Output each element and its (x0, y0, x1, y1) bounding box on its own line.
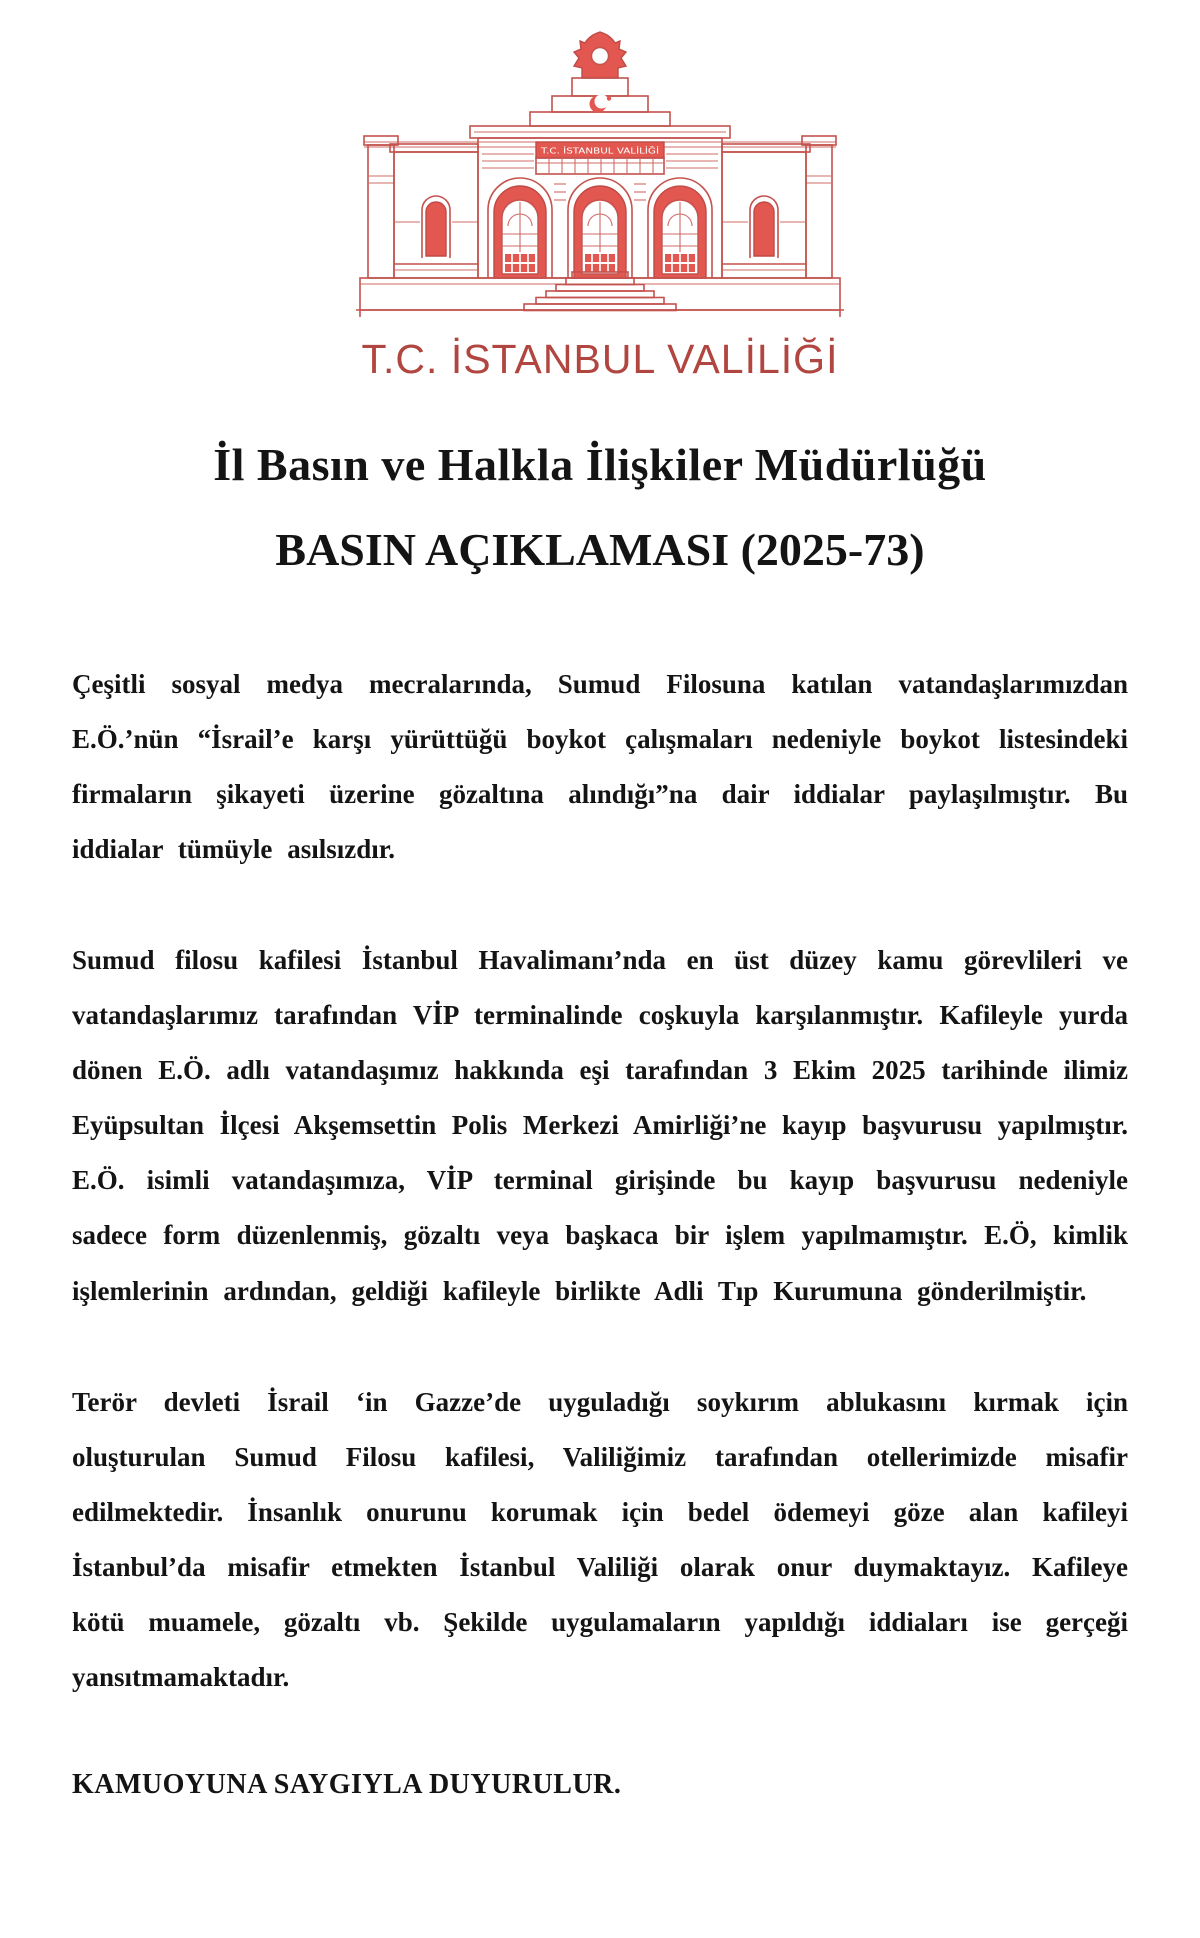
arched-window-left (488, 178, 552, 278)
paragraph-1: Çeşitli sosyal medya mecralarında, Sumud Filosuna katılan vatandaşlarımızdan E.Ö.’nün “İsrail’e karşı yürüttüğü boykot çalışmaları nedeniyle boykot listesindeki firmaların şikayeti üzerine gözaltına alındığı”na dair iddialar paylaşılmıştır. Bu iddialar tümüyle asılsızdır. (72, 668, 1128, 865)
governorship-logo (72, 26, 1128, 383)
istanbul-governorship-building-icon (290, 26, 910, 326)
arched-door-center (568, 178, 632, 278)
logo-band-text: T.C. İSTANBUL VALİLİĞİ (539, 146, 659, 156)
release-title: BASIN AÇIKLAMASI (2025-73) (275, 523, 925, 575)
department-title: İl Basın ve Halkla İlişkiler Müdürlüğü (213, 439, 987, 490)
arched-window-right (648, 178, 712, 278)
paragraph-2: Sumud filosu kafilesi İstanbul Havalimanı’nda en üst düzey kamu görevlileri ve vatandaşlarımız tarafından VİP terminalinde coşkuyla karşılanmıştır. Kafileyle yurda dönen E.Ö. adlı vatandaşımız hakkında eşi tarafından 3 Ekim 2025 tarihinde ilimiz Eyüpsultan İlçesi Akşemsettin Polis Merkezi Amirliği’ne kayıp başvurusu yapılmıştır. E.Ö. isimli vatandaşımıza, VİP terminal girişinde bu kayıp başvurusu nedeniyle sadece form düzenlenmiş, gözaltı veya başkaca bir işlem yapılmamıştır. E.Ö, kimlik işlemlerinin ardından, geldiği kafileyle birlikte Adli Tıp Kurumuna gönderilmiştir. (72, 945, 1128, 1306)
org-title: T.C. İSTANBUL VALİLİĞİ (361, 336, 839, 382)
press-release-body (72, 657, 1128, 1705)
closing-statement: KAMUOYUNA SAYGIYLA DUYURULUR. (72, 1769, 622, 1801)
paragraph-3: Terör devleti İsrail ‘in Gazze’de uyguladığı soykırım ablukasını kırmak için oluşturulan Sumud Filosu kafilesi, Valiliğimiz tarafından otellerimizde misafir edilmektedir. İnsanlık onurunu korumak için bedel ödemeyi göze alan kafileyi İstanbul’da misafir etmekten İstanbul Valiliği olarak onur duymaktayız. Kafileye kötü muamele, gözaltı vb. Şekilde uygulamaların yapıldığı iddiaları ise gerçeği yansıtmamaktadır. (72, 1386, 1128, 1693)
